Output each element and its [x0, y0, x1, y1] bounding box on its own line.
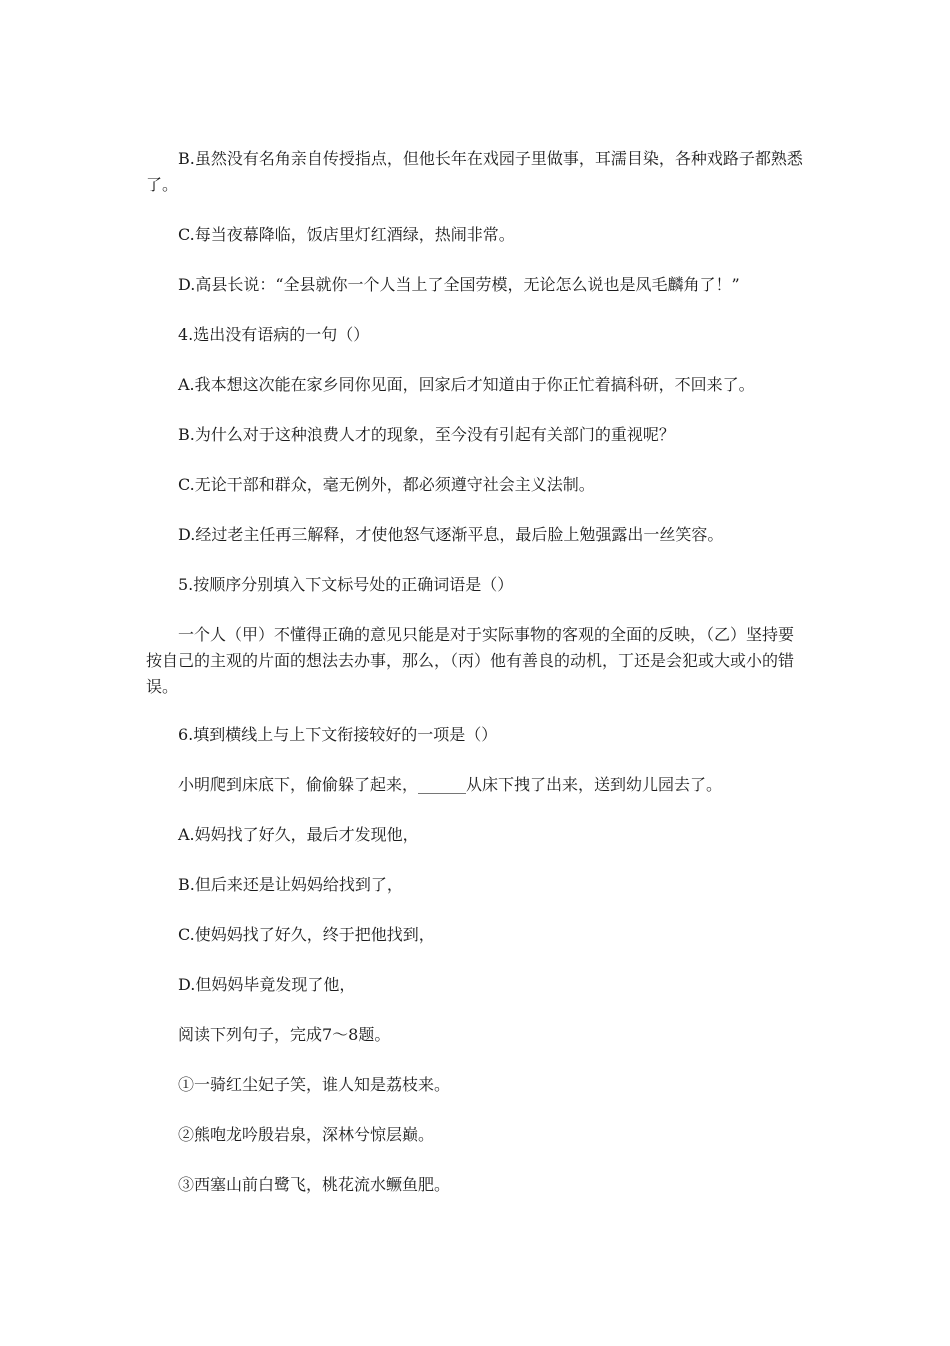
- poem-line-3: ③西塞山前白鹭飞，桃花流水鳜鱼肥。: [178, 1175, 451, 1194]
- paragraph-option-d-county: D.高县长说：“全县就你一个人当上了全国劳模，无论怎么说也是凤毛麟角了！”: [178, 275, 740, 294]
- question-5-passage: 一个人（甲）不懂得正确的意见只能是对于实际事物的客观的全面的反映，（乙）坚持要按自己的主观的片面的想法去办事，那么，（丙）他有善良的动机，丁还是会犯或大或小的错误。: [146, 625, 795, 696]
- question-6-option-c: C.使妈妈找了好久，终于把他找到，: [178, 925, 435, 944]
- poem-line-2: ②熊咆龙吟殷岩泉，深林兮惊层巅。: [178, 1125, 435, 1144]
- question-4-heading: 4.选出没有语病的一句（）: [178, 325, 370, 344]
- poem-line-1: ①一骑红尘妃子笑，谁人知是荔枝来。: [178, 1075, 451, 1094]
- paragraph-option-c-night: C.每当夜幕降临，饭店里灯红酒绿，热闹非常。: [178, 225, 515, 244]
- question-4-option-c: C.无论干部和群众，毫无例外，都必须遵守社会主义法制。: [178, 475, 595, 494]
- question-6-passage: 小明爬到床底下，偷偷躲了起来，______从床下拽了出来，送到幼儿园去了。: [178, 775, 723, 794]
- question-4-option-d: D.经过老主任再三解释，才使他怒气逐渐平息，最后脸上勉强露出一丝笑容。: [178, 525, 724, 544]
- question-6-option-b: B.但后来还是让妈妈给找到了，: [178, 875, 403, 894]
- question-6-heading: 6.填到横线上与上下文衔接较好的一项是（）: [178, 725, 498, 744]
- paragraph-option-b-opera: B.虽然没有名角亲自传授指点，但他长年在戏园子里做事，耳濡目染，各种戏路子都熟悉了。: [146, 149, 803, 194]
- question-6-option-d: D.但妈妈毕竟发现了他，: [178, 975, 356, 994]
- question-6-option-a: A.妈妈找了好久，最后才发现他，: [178, 825, 419, 844]
- question-4-option-b: B.为什么对于这种浪费人才的现象，至今没有引起有关部门的重视呢？: [178, 425, 675, 444]
- reading-instruction: 阅读下列句子，完成7～8题。: [178, 1025, 391, 1044]
- question-5-heading: 5.按顺序分别填入下文标号处的正确词语是（）: [178, 575, 514, 594]
- question-4-option-a: A.我本想这次能在家乡同你见面，回家后才知道由于你正忙着搞科研，不回来了。: [178, 375, 755, 394]
